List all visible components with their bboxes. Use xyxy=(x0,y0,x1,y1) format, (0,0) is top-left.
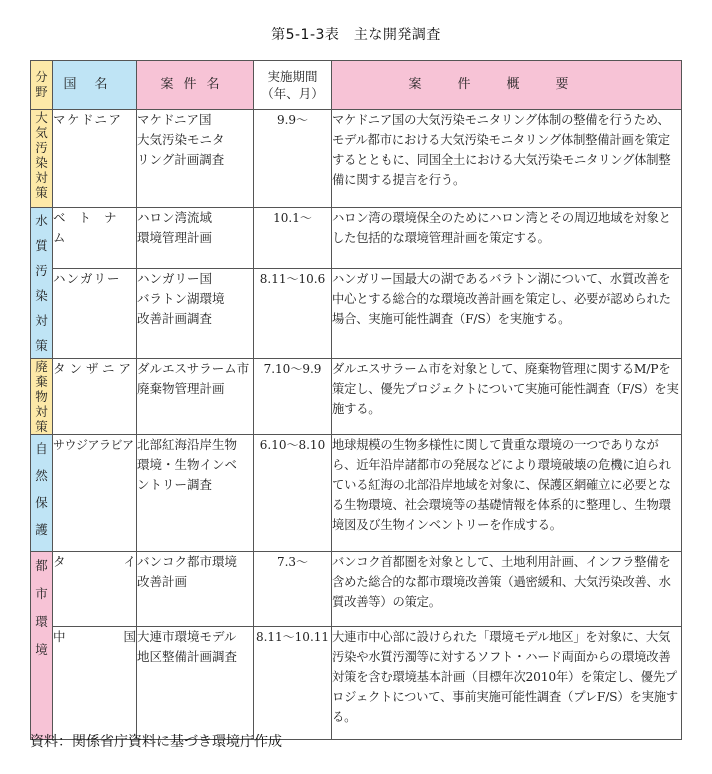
summary-cell: ダルエスサラーム市を対象として、廃棄物管理に関するM/Pを策定し、優先プロジェクトについて実施可能性調査（F/S）を実施する。 xyxy=(332,359,682,435)
header-period: 実施期間 （年、月） xyxy=(254,61,332,110)
period-cell: 6.10～8.10 xyxy=(254,435,332,552)
period-cell: 10.1～ xyxy=(254,208,332,269)
table-row xyxy=(31,269,682,359)
project-cell: バンコク都市環境 改善計画 xyxy=(137,552,254,627)
project-cell: 大連市環境モデル 地区整備計画調査 xyxy=(137,627,254,740)
summary-cell: ハロン湾の環境保全のためにハロン湾とその周辺地域を対象とした包括的な環境管理計画を策定する。 xyxy=(332,208,682,269)
period-cell: 8.11～10.11 xyxy=(254,627,332,740)
project-cell: ハンガリー国 バラトン湖環境 改善計画調査 xyxy=(137,269,254,359)
country-cell xyxy=(53,627,137,740)
summary-cell: マケドニア国の大気汚染モニタリング体制の整備を行うため、モデル都市における大気汚染モニタリング体制整備計画を策定するとともに、同国全土における大気汚染モニタリング体制整備に関する提言を行う。 xyxy=(332,110,682,208)
project-cell: ダルエスサラーム市 廃棄物管理計画 xyxy=(137,359,254,435)
header-field: 分野 xyxy=(31,61,53,110)
country-cell: サウジアラビア xyxy=(53,435,137,552)
header-country: 国名 xyxy=(53,61,137,110)
summary-cell: バンコク首都圏を対象として、土地利用計画、インフラ整備を含めた総合的な都市環境改善策（過密緩和、大気汚染改善、水質改善等）の策定。 xyxy=(332,552,682,627)
development-survey-table xyxy=(30,60,682,740)
summary-cell: 地球規模の生物多様性に関して貴重な環境の一つでありながら、近年沿岸諸都市の発展などにより環境破壊の危機に迫られている紅海の北部沿岸地域を対象に、保護区網確立に必要となる生物環境、社会環境等の基礎情報を体系的に整理し、生物環境図及び生物インベントリーを作成する。 xyxy=(332,435,682,552)
summary-cell: 大連市中心部に設けられた「環境モデル地区」を対象に、大気汚染や水質汚濁等に対するソフト・ハード両面からの環境改善対策を含む環境基本計画（目標年次2010年）を策定し、優先プロジェクトについて、事前実施可能性調査（プレF/S）を実施する。 xyxy=(332,627,682,740)
field-urban-environment: 都市環境 xyxy=(31,552,53,740)
table-row xyxy=(31,110,682,208)
country-cell: マケドニア xyxy=(53,110,137,208)
country-char: 国 xyxy=(123,629,136,644)
table-row xyxy=(31,208,682,269)
summary-cell: ハンガリー国最大の湖であるバラトン湖について、水質改善を中心とする総合的な環境改善計画を策定し、必要が認められた場合、実施可能性調査（F/S）を実施する。 xyxy=(332,269,682,359)
country-char: イ xyxy=(123,554,136,569)
country-cell: タンザニア xyxy=(53,359,137,435)
table-row xyxy=(31,435,682,552)
source-note: 資料：関係省庁資料に基づき環境庁作成 xyxy=(30,734,282,750)
project-cell: ハロン湾流域 環境管理計画 xyxy=(137,208,254,269)
header-row xyxy=(31,61,682,110)
project-cell: マケドニア国 大気汚染モニタ リング計画調査 xyxy=(137,110,254,208)
period-cell: 7.3～ xyxy=(254,552,332,627)
country-cell: ベトナム xyxy=(53,208,137,269)
period-cell: 9.9～ xyxy=(254,110,332,208)
country-cell xyxy=(53,552,137,627)
country-char: 中 xyxy=(53,629,66,644)
table-row xyxy=(31,359,682,435)
period-cell: 8.11～10.6 xyxy=(254,269,332,359)
table-row xyxy=(31,627,682,740)
project-cell: 北部紅海沿岸生物 環境・生物インベ ントリー調査 xyxy=(137,435,254,552)
period-cell: 7.10～9.9 xyxy=(254,359,332,435)
field-water-pollution: 水質汚染対策 xyxy=(31,208,53,359)
header-summary: 案件概要 xyxy=(332,61,682,110)
field-waste: 廃棄物対策 xyxy=(31,359,53,435)
header-project: 案件名 xyxy=(137,61,254,110)
country-char: タ xyxy=(53,554,66,569)
field-air-pollution: 大気汚染対策 xyxy=(31,110,53,208)
table-row xyxy=(31,552,682,627)
country-cell: ハンガリー xyxy=(53,269,137,359)
field-nature-protection: 自然保護 xyxy=(31,435,53,552)
table-title: 第5-1-3表 主な開発調査 xyxy=(271,27,441,43)
